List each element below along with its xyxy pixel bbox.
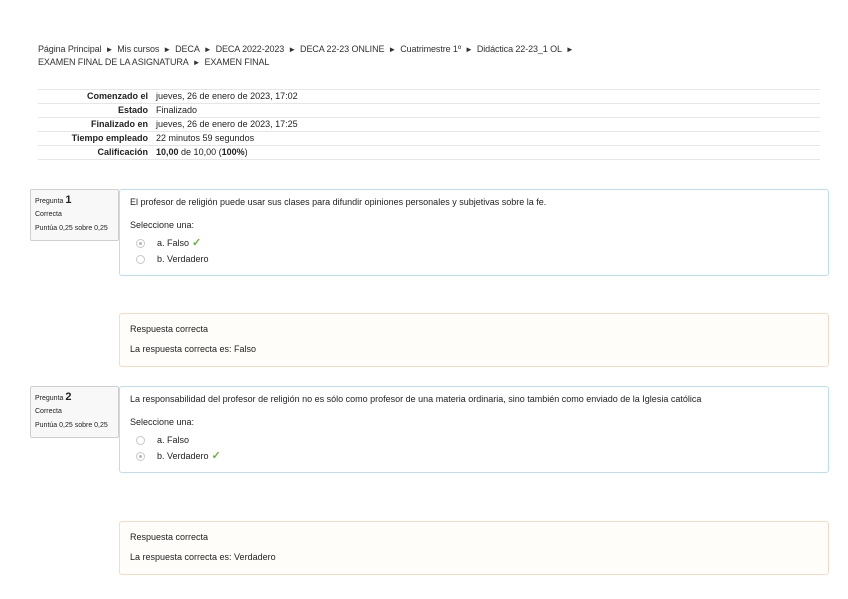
answer-option-a [130, 432, 818, 448]
radio-selected-icon[interactable] [136, 239, 145, 248]
breadcrumb [38, 43, 818, 69]
grade-of: de 10,00 ( [181, 147, 222, 157]
radio-unselected-icon[interactable] [136, 436, 145, 445]
summary-row-estado [38, 104, 820, 118]
breadcrumb-separator-icon: ► [163, 45, 172, 54]
feedback-answer: La respuesta correcta es: Falso [130, 344, 257, 354]
summary-value [153, 146, 820, 160]
summary-label: Tiempo empleado [38, 132, 153, 146]
question-status: Correcta [35, 408, 62, 415]
breadcrumb-separator-icon: ► [388, 45, 397, 54]
radio-unselected-icon[interactable] [136, 255, 145, 264]
summary-value: jueves, 26 de enero de 2023, 17:25 [153, 118, 820, 132]
feedback-answer: La respuesta correcta es: Verdadero [130, 552, 276, 562]
breadcrumb-examen-final[interactable]: EXAMEN FINAL [204, 57, 270, 67]
answer-prompt: Seleccione una: [130, 220, 195, 230]
grade-score: 10,00 [156, 147, 179, 157]
option-label: a. Falso [157, 435, 190, 445]
feedback-title: Respuesta correcta [130, 324, 209, 334]
question-number: 1 [65, 194, 72, 206]
summary-label: Comenzado el [38, 90, 153, 104]
breadcrumb-separator-icon: ► [565, 45, 574, 54]
option-label: a. Falso [157, 238, 190, 248]
question-label: Pregunta [35, 395, 64, 402]
question-label: Pregunta [35, 198, 64, 205]
question-text: La responsabilidad del profesor de religión no es sólo como profesor de una materia ordinaria, sino también como enviado de la Iglesia católica [130, 394, 702, 404]
attempt-summary-table [38, 89, 820, 160]
summary-row-finalizado [38, 118, 820, 132]
summary-value: jueves, 26 de enero de 2023, 17:02 [153, 90, 820, 104]
question-points: Puntúa 0,25 sobre 0,25 [35, 225, 108, 232]
answer-prompt: Seleccione una: [130, 417, 195, 427]
question-1-feedback [119, 313, 829, 367]
breadcrumb-deca-2022-2023[interactable]: DECA 2022-2023 [215, 44, 285, 54]
question-content [119, 189, 829, 276]
answer-option-b [130, 251, 818, 267]
breadcrumb-separator-icon: ► [203, 45, 212, 54]
breadcrumb-mis-cursos[interactable]: Mis cursos [117, 44, 160, 54]
question-info [30, 189, 119, 241]
summary-row-tiempo [38, 132, 820, 146]
breadcrumb-home[interactable]: Página Principal [38, 44, 102, 54]
answer-option-a [130, 235, 818, 251]
breadcrumb-didactica[interactable]: Didáctica 22-23_1 OL [476, 44, 562, 54]
summary-value: Finalizado [153, 104, 820, 118]
question-info [30, 386, 119, 438]
grade-percent: 100% [221, 147, 245, 157]
answer-option-b [130, 448, 818, 464]
summary-label: Finalizado en [38, 118, 153, 132]
grade-close: ) [244, 147, 248, 157]
breadcrumb-separator-icon: ► [105, 45, 114, 54]
question-content [119, 386, 829, 473]
question-text: El profesor de religión puede usar sus clases para difundir opiniones personales y subjetivas sobre la fe. [130, 197, 547, 207]
breadcrumb-examen-asignatura[interactable]: EXAMEN FINAL DE LA ASIGNATURA [38, 57, 189, 67]
question-number: 2 [65, 391, 72, 403]
option-label: b. Verdadero [157, 451, 209, 461]
summary-row-calificacion [38, 146, 820, 160]
summary-label: Calificación [38, 146, 153, 160]
breadcrumb-deca-online[interactable]: DECA 22-23 ONLINE [300, 44, 385, 54]
summary-row-comenzado [38, 90, 820, 104]
check-icon: ✓ [192, 237, 202, 249]
breadcrumb-separator-icon: ► [288, 45, 297, 54]
summary-label: Estado [38, 104, 153, 118]
breadcrumb-separator-icon: ► [465, 45, 473, 54]
breadcrumb-cuatrimestre[interactable]: Cuatrimestre 1º [400, 44, 462, 54]
feedback-title: Respuesta correcta [130, 532, 209, 542]
option-label: b. Verdadero [157, 254, 209, 264]
question-points: Puntúa 0,25 sobre 0,25 [35, 422, 108, 429]
question-2-feedback [119, 521, 829, 575]
check-icon: ✓ [211, 450, 221, 462]
question-status: Correcta [35, 211, 62, 218]
radio-selected-icon[interactable] [136, 452, 145, 461]
breadcrumb-separator-icon: ► [192, 58, 201, 67]
breadcrumb-deca[interactable]: DECA [175, 44, 200, 54]
summary-value: 22 minutos 59 segundos [153, 132, 820, 146]
